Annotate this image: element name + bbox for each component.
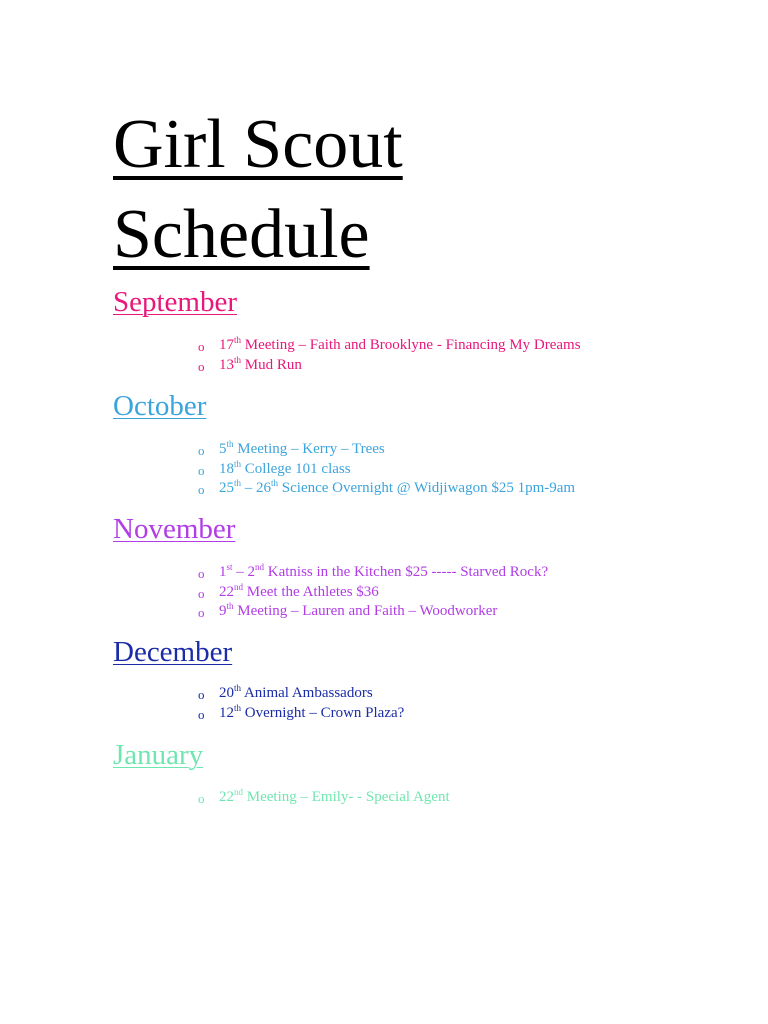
bullet-circle-icon: o: [198, 585, 205, 601]
list-item: [198, 788, 450, 808]
event-list: [198, 563, 548, 622]
event-list: [198, 440, 575, 499]
event-day: 22: [219, 789, 234, 805]
event-text: Overnight – Crown Plaza?: [241, 704, 405, 721]
event-range-end-suffix: nd: [255, 562, 265, 572]
list-item: [198, 336, 581, 356]
event-text: Animal Ambassadors: [241, 685, 373, 701]
bullet-circle-icon: o: [198, 687, 205, 702]
event-list: [198, 788, 450, 808]
event-day-suffix: th: [226, 439, 234, 449]
event-list: [198, 684, 404, 723]
event-day: 5: [219, 441, 227, 457]
event-day: 13: [219, 356, 234, 373]
event-range-end-suffix: th: [271, 478, 279, 488]
event-text: Science Overnight @ Widjiwagon $25 1pm-9am: [278, 480, 576, 496]
list-item: [198, 479, 575, 499]
list-item: [198, 356, 581, 376]
event-range-end: – 2: [232, 564, 256, 580]
list-item: [198, 563, 548, 583]
bullet-circle-icon: o: [198, 482, 205, 497]
list-item: [198, 602, 548, 622]
event-day: 12: [219, 704, 234, 721]
bullet-circle-icon: o: [198, 791, 205, 806]
event-day: 17: [219, 337, 234, 353]
event-day-suffix: nd: [234, 787, 243, 797]
event-day-suffix: th: [234, 702, 242, 713]
list-item: [198, 684, 404, 704]
event-text: College 101 class: [241, 460, 351, 477]
event-day-suffix: th: [226, 601, 234, 611]
month-section-october: [113, 389, 733, 497]
bullet-circle-icon: o: [198, 566, 205, 581]
event-day: 25: [219, 480, 234, 496]
month-section-september: [113, 285, 733, 374]
event-day: 1: [219, 564, 227, 580]
month-section-january: [113, 738, 733, 806]
title-line-2: Schedule: [113, 196, 370, 273]
event-day: 20: [219, 685, 234, 701]
event-day-suffix: th: [234, 683, 242, 693]
list-item: [198, 704, 404, 724]
month-heading: November: [113, 513, 236, 545]
month-section-december: [113, 635, 733, 722]
month-section-november: [113, 512, 733, 620]
bullet-circle-icon: o: [198, 443, 205, 458]
event-day-suffix: th: [234, 478, 242, 488]
event-text: Mud Run: [241, 356, 302, 373]
bullet-circle-icon: o: [198, 462, 205, 478]
bullet-circle-icon: o: [198, 605, 205, 620]
event-day: 9: [219, 603, 227, 619]
month-heading: September: [113, 286, 238, 318]
event-text: Katniss in the Kitchen $25 ----- Starved Rock?: [264, 564, 549, 580]
bullet-circle-icon: o: [198, 339, 205, 354]
page-title: [113, 100, 403, 280]
bullet-circle-icon: o: [198, 358, 205, 374]
event-day-suffix: th: [234, 354, 242, 365]
month-heading: October: [113, 390, 207, 422]
event-text: Meeting – Lauren and Faith – Woodworker: [233, 603, 498, 619]
event-day-suffix: nd: [234, 581, 243, 592]
event-text: Meet the Athletes $36: [243, 583, 379, 600]
event-text: Meeting – Emily- - Special Agent: [243, 789, 450, 805]
event-text: Meeting – Faith and Brooklyne - Financing My Dreams: [241, 337, 581, 353]
list-item: [198, 440, 575, 460]
event-day-suffix: th: [234, 458, 242, 469]
event-text: Meeting – Kerry – Trees: [233, 441, 385, 457]
event-day: 22: [219, 583, 234, 600]
event-list: [198, 336, 581, 375]
event-day-suffix: st: [226, 562, 233, 572]
bullet-circle-icon: o: [198, 706, 205, 722]
month-heading: January: [113, 739, 204, 771]
title-line-1: Girl Scout: [113, 106, 403, 183]
month-heading: December: [113, 636, 233, 668]
event-day: 18: [219, 460, 234, 477]
event-range-end: – 26: [241, 480, 272, 496]
list-item: [198, 583, 548, 603]
event-day-suffix: th: [234, 335, 242, 345]
list-item: [198, 460, 575, 480]
